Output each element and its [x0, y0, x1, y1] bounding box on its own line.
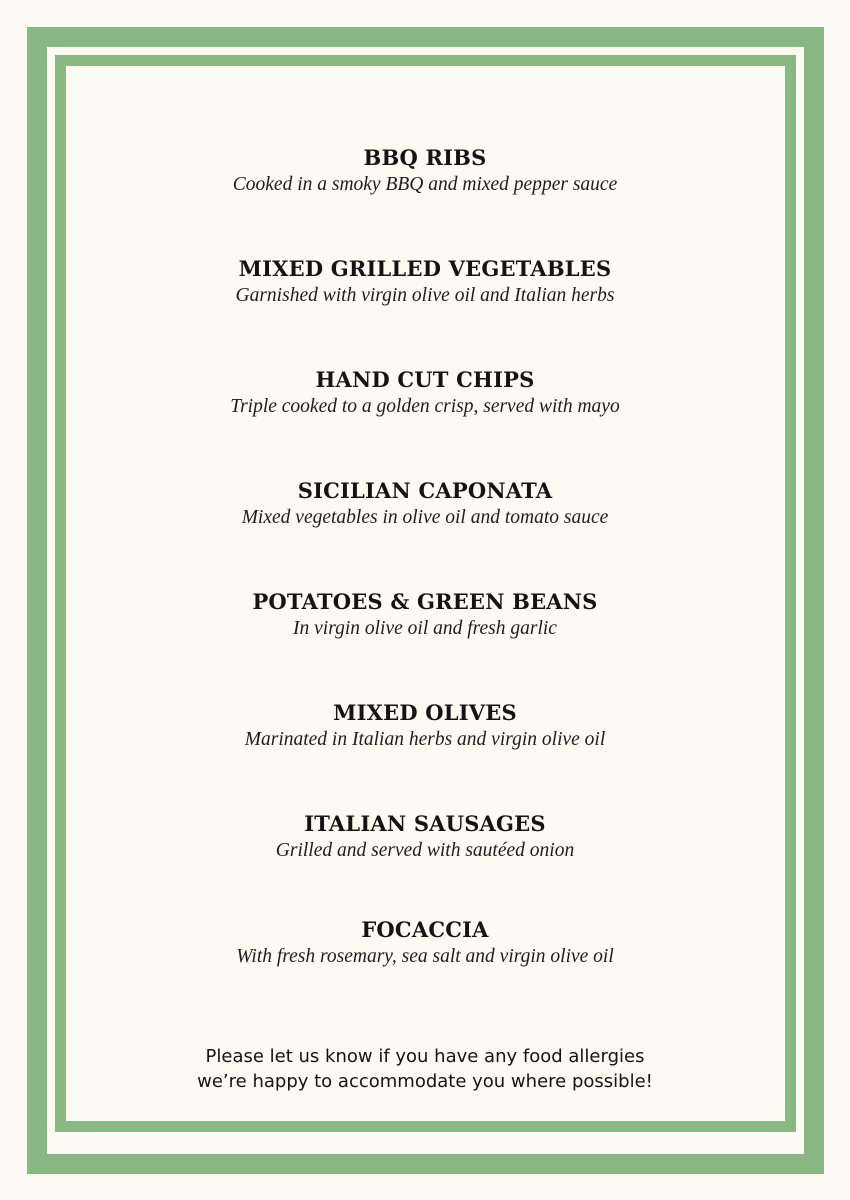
menu-item: [0, 916, 850, 970]
menu-item-name: HAND CUT CHIPS: [315, 367, 535, 392]
menu-item-description: With fresh rosemary, sea salt and virgin olive oil: [236, 946, 614, 967]
allergy-note-line-2: we’re happy to accommodate you where possible!: [197, 1071, 653, 1092]
menu-item: [0, 477, 850, 531]
menu-item-description: Cooked in a smoky BBQ and mixed pepper sauce: [232, 174, 618, 195]
menu-item: [0, 810, 850, 864]
menu-item-description: Grilled and served with sautéed onion: [275, 840, 575, 861]
allergy-note: [0, 1044, 850, 1094]
menu-item-name: POTATOES & GREEN BEANS: [252, 589, 598, 614]
menu-item-name: BBQ RIBS: [363, 145, 487, 170]
menu-item: [0, 144, 850, 198]
menu-item: [0, 699, 850, 753]
menu-item: [0, 366, 850, 420]
menu-item: [0, 588, 850, 642]
menu-item-description: Marinated in Italian herbs and virgin olive oil: [244, 729, 606, 750]
menu-item-name: SICILIAN CAPONATA: [297, 478, 553, 503]
menu-item: [0, 255, 850, 309]
menu-item-name: MIXED OLIVES: [333, 700, 517, 725]
menu-item-name: ITALIAN SAUSAGES: [304, 811, 546, 836]
menu-item-description: In virgin olive oil and fresh garlic: [293, 618, 557, 639]
menu-item-name: MIXED GRILLED VEGETABLES: [238, 256, 612, 281]
menu-item-description: Garnished with virgin olive oil and Italian herbs: [235, 285, 615, 306]
menu-item-name: FOCACCIA: [361, 917, 489, 942]
allergy-note-line-1: Please let us know if you have any food allergies: [205, 1046, 645, 1067]
menu-item-description: Triple cooked to a golden crisp, served with mayo: [230, 396, 620, 417]
menu-item-description: Mixed vegetables in olive oil and tomato sauce: [241, 507, 609, 528]
